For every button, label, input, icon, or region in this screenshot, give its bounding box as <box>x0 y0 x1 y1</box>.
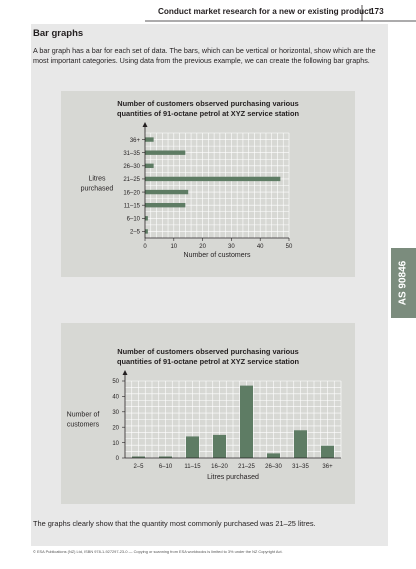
x-axis-label: Litres purchased <box>207 474 259 481</box>
bar <box>240 386 253 458</box>
x-tick-label: 2–5 <box>133 464 144 470</box>
y-tick-label: 26–30 <box>123 164 140 171</box>
bar <box>321 446 334 458</box>
y-tick-label: 16–20 <box>123 190 140 197</box>
bar <box>145 177 280 181</box>
y-tick-label: 11–15 <box>123 203 140 210</box>
y-tick-label: 36+ <box>129 137 140 144</box>
x-tick-label: 0 <box>143 244 147 250</box>
x-tick-label: 6–10 <box>158 464 173 470</box>
bar <box>294 430 307 458</box>
bar <box>145 190 188 194</box>
bar <box>145 137 154 141</box>
vertical-bar-chart-plot <box>61 323 355 504</box>
x-tick-label: 26–30 <box>265 464 282 470</box>
x-tick-label: 36+ <box>322 464 333 470</box>
vertical-bar-chart <box>61 323 355 504</box>
header-title: Conduct market research for a new or existing product <box>158 7 372 16</box>
x-tick-label: 10 <box>170 244 178 250</box>
horizontal-bar-chart-plot <box>61 91 355 277</box>
x-axis-label: Number of customers <box>183 252 251 259</box>
y-tick-label: 0 <box>115 456 119 463</box>
x-tick-label: 40 <box>256 244 264 250</box>
x-tick-label: 21–25 <box>238 464 255 470</box>
chart-title-line1: Number of customers observed purchasing various <box>117 347 299 356</box>
y-tick-label: 6–10 <box>126 216 140 223</box>
x-tick-label: 31–35 <box>292 464 309 470</box>
x-tick-label: 20 <box>199 244 206 250</box>
y-tick-label: 31–35 <box>123 150 140 157</box>
x-tick-label: 30 <box>228 244 235 250</box>
bar <box>145 164 154 168</box>
y-axis-arrow <box>143 122 148 127</box>
conclusion-text: The graphs clearly show that the quantity most commonly purchased was 21–25 litres. <box>33 519 316 528</box>
bar <box>213 435 226 458</box>
bar <box>145 216 148 220</box>
standard-tab <box>391 248 416 318</box>
chart-title-line2: quantities of 91-octane petrol at XYZ service station <box>117 109 299 118</box>
y-axis-label: customers <box>66 421 100 429</box>
footer-copyright: © ESA Publications (NZ) Ltd, ISBN 978-1-927297-23-0 — Copying or scanning from ESA workbooks is limited to 3% under the NZ Copyright Act. <box>33 549 283 554</box>
y-axis-arrow <box>123 370 128 375</box>
y-tick-label: 30 <box>112 410 119 416</box>
chart-title-line1: Number of customers observed purchasing various <box>117 99 299 108</box>
x-tick-label: 50 <box>285 244 293 250</box>
chart-title-line2: quantities of 91-octane petrol at XYZ service station <box>117 357 299 366</box>
bar <box>186 436 199 458</box>
bar <box>145 203 185 207</box>
section-heading: Bar graphs <box>33 28 84 39</box>
y-tick-label: 21–25 <box>123 177 140 184</box>
x-tick-label: 16–20 <box>211 464 228 470</box>
y-tick-label: 10 <box>112 440 119 447</box>
y-tick-label: 20 <box>112 425 119 432</box>
bar <box>145 150 185 154</box>
horizontal-bar-chart <box>61 91 355 277</box>
y-tick-label: 50 <box>112 379 119 386</box>
y-axis-label: purchased <box>80 185 114 193</box>
intro-paragraph: A bar graph has a bar for each set of data. The bars, which can be vertical or horizontal, show which are the most important categories. Using data from the previous example, we can create the following bar graphs. <box>33 46 376 66</box>
y-tick-label: 40 <box>112 394 119 401</box>
x-tick-label: 11–15 <box>184 464 201 470</box>
y-axis-label: Litres <box>88 175 106 183</box>
page-number: 173 <box>370 7 384 16</box>
bar <box>267 453 280 458</box>
y-axis-label: Number of <box>66 411 100 419</box>
bar <box>145 229 148 233</box>
standard-tab-label: AS 90846 <box>397 260 409 306</box>
y-tick-label: 2–5 <box>129 229 140 236</box>
